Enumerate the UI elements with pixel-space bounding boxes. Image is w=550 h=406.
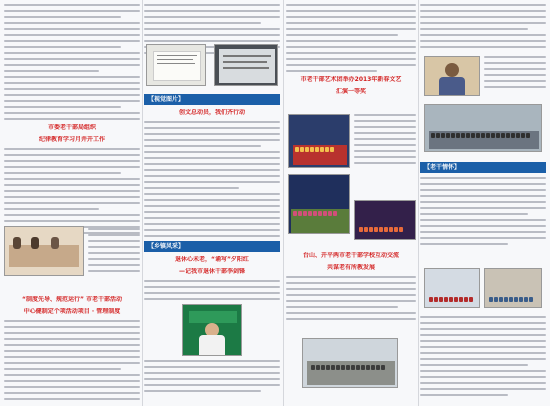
headline: 创文总动员，我们齐行动 — [178, 109, 245, 116]
column-divider — [142, 0, 143, 406]
section-heading: 【视觉图片】 — [144, 94, 280, 105]
portrait-photo — [424, 56, 480, 96]
body-text — [4, 4, 140, 120]
headline: 市委老干部局组织 — [47, 124, 96, 131]
classroom-photo — [302, 338, 398, 388]
body-text — [144, 360, 280, 396]
headline: —记我市退休干部李剑锋 — [178, 268, 245, 275]
headline: 中心健制定个项活动项目 · 管理制度 — [23, 308, 121, 315]
performance-photo — [288, 174, 350, 234]
headline: 汇演一等奖 — [335, 88, 366, 95]
section-heading: 【老干情怀】 — [420, 162, 546, 173]
headline: “制度先导、规范运行” 市老干部活动 — [22, 296, 122, 303]
body-text — [286, 276, 416, 320]
group-photo — [424, 268, 480, 308]
section-heading: 【乡镇风采】 — [144, 241, 280, 252]
board-photo — [214, 44, 278, 86]
body-text — [144, 121, 280, 237]
column-1 — [4, 4, 140, 402]
column-3 — [286, 4, 416, 402]
body-text — [88, 228, 140, 276]
column-divider — [283, 0, 284, 406]
body-text — [420, 316, 546, 400]
dance-photo — [354, 200, 416, 240]
person-photo — [182, 304, 242, 356]
headline: 共谋老有所教发展 — [326, 264, 375, 271]
body-text — [484, 56, 546, 92]
meeting-photo — [4, 226, 84, 276]
body-text — [4, 320, 140, 402]
body-text — [420, 177, 546, 245]
headline: 市老干部艺术团举办2013年新春文艺 — [300, 76, 402, 83]
group-photo — [484, 268, 542, 308]
body-text — [354, 114, 416, 168]
body-text — [144, 280, 280, 300]
meeting-hall-photo — [424, 104, 542, 152]
column-divider — [418, 0, 419, 406]
stage-photo — [288, 114, 350, 168]
document-photo — [146, 44, 206, 86]
body-text — [286, 4, 416, 72]
body-text — [4, 148, 140, 234]
headline: 纪律教育学习月并开工作 — [38, 136, 105, 143]
column-2 — [144, 4, 280, 402]
headline: 退休心未老，“诵写”夕阳红 — [175, 256, 249, 263]
body-text — [420, 4, 546, 48]
headline: 台山、开平两市老干部学校互动交流 — [302, 252, 399, 259]
column-4 — [420, 4, 546, 402]
